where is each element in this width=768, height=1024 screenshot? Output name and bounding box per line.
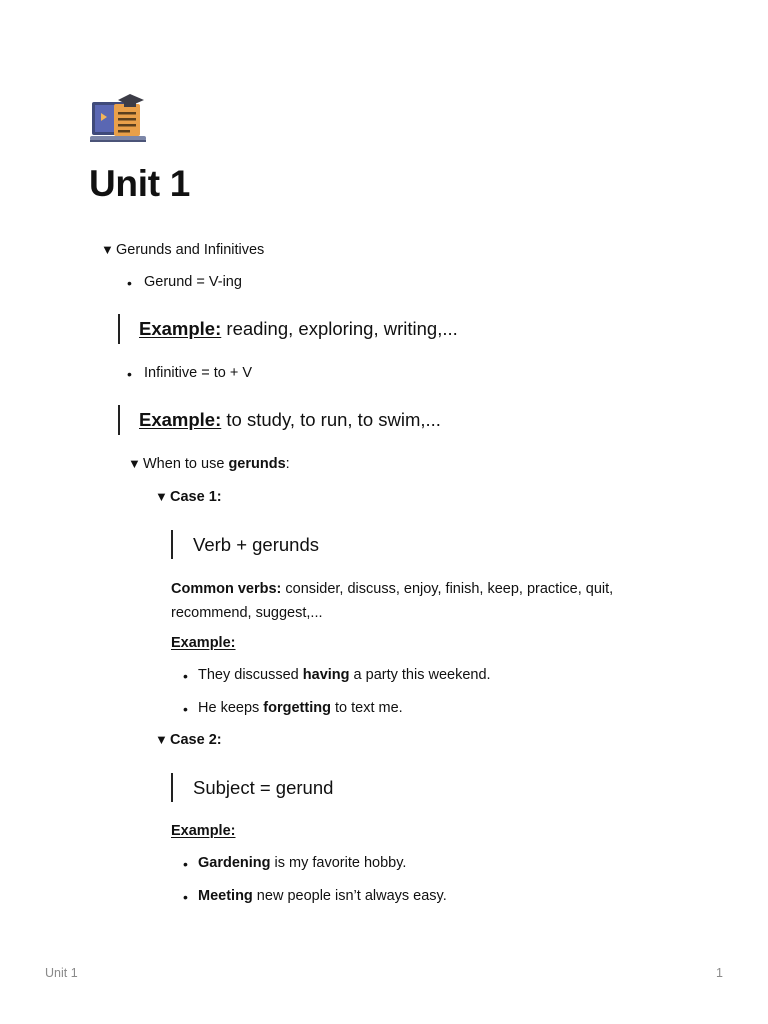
bold-text: Gardening xyxy=(198,855,271,871)
example-label: Example: xyxy=(171,635,236,651)
toggle-when-to-use-gerunds[interactable] xyxy=(128,456,290,472)
common-verbs-paragraph xyxy=(171,577,641,625)
laptop-graduation-icon xyxy=(88,92,148,148)
toggle-label: Case 1: xyxy=(170,489,222,505)
bullet-icon: • xyxy=(127,366,132,382)
bold-text: Meeting xyxy=(198,888,253,904)
bullet-icon: • xyxy=(183,856,188,872)
example-text: to study, to run, to swim,... xyxy=(226,409,441,430)
list-item xyxy=(198,667,491,683)
example-label: Example: xyxy=(139,409,222,430)
infinitive-definition: Infinitive = to + V xyxy=(144,365,253,381)
toggle-label-suffix: : xyxy=(285,456,290,472)
gerund-example-quote xyxy=(139,318,458,340)
bullet-icon: • xyxy=(183,668,188,684)
example-label: Example: xyxy=(139,318,222,339)
toggle-gerunds-infinitives[interactable] xyxy=(101,242,264,258)
toggle-triangle-icon[interactable]: ▼ xyxy=(155,489,168,504)
toggle-triangle-icon[interactable]: ▼ xyxy=(155,732,168,747)
infinitive-example-quote xyxy=(139,409,441,431)
bold-text: forgetting xyxy=(263,700,331,716)
example-text: reading, exploring, writing,... xyxy=(226,318,458,339)
list-item xyxy=(198,855,406,871)
toggle-case-1[interactable] xyxy=(155,489,222,505)
toggle-case-2[interactable] xyxy=(155,732,222,748)
gerund-definition: Gerund = V-ing xyxy=(144,274,242,290)
text: new people isn’t always easy. xyxy=(252,888,447,904)
case-1-rule-quote: Verb + gerunds xyxy=(193,534,319,555)
toggle-label: Gerunds and Infinitives xyxy=(116,242,265,258)
common-verbs-label: Common verbs: xyxy=(171,581,282,597)
toggle-label-bold: gerunds xyxy=(228,456,286,472)
case-2-rule-quote: Subject = gerund xyxy=(193,777,334,798)
text: They discussed xyxy=(198,667,303,683)
page-number: 1 xyxy=(716,966,723,980)
toggle-label: Case 2: xyxy=(170,732,222,748)
toggle-triangle-icon[interactable]: ▼ xyxy=(128,456,141,471)
text: is my favorite hobby. xyxy=(270,855,407,871)
quote-bar xyxy=(118,405,120,435)
quote-bar xyxy=(171,773,173,802)
bullet-icon: • xyxy=(183,889,188,905)
toggle-triangle-icon[interactable]: ▼ xyxy=(101,242,114,257)
example-label: Example: xyxy=(171,823,236,839)
bold-text: having xyxy=(302,667,350,683)
list-item xyxy=(198,888,447,904)
text: He keeps xyxy=(198,700,264,716)
quote-bar xyxy=(171,530,173,559)
toggle-label-prefix: When to use xyxy=(143,456,229,472)
text: to text me. xyxy=(330,700,403,716)
quote-bar xyxy=(118,314,120,344)
bullet-icon: • xyxy=(127,275,132,291)
text: a party this weekend. xyxy=(349,667,491,683)
page-title: Unit 1 xyxy=(89,163,190,204)
bullet-icon: • xyxy=(183,701,188,717)
common-verbs-text: consider, discuss, enjoy, finish, keep, practice, quit, recommend, suggest,... xyxy=(171,581,614,621)
list-item xyxy=(198,700,403,716)
footer-title: Unit 1 xyxy=(45,966,78,980)
